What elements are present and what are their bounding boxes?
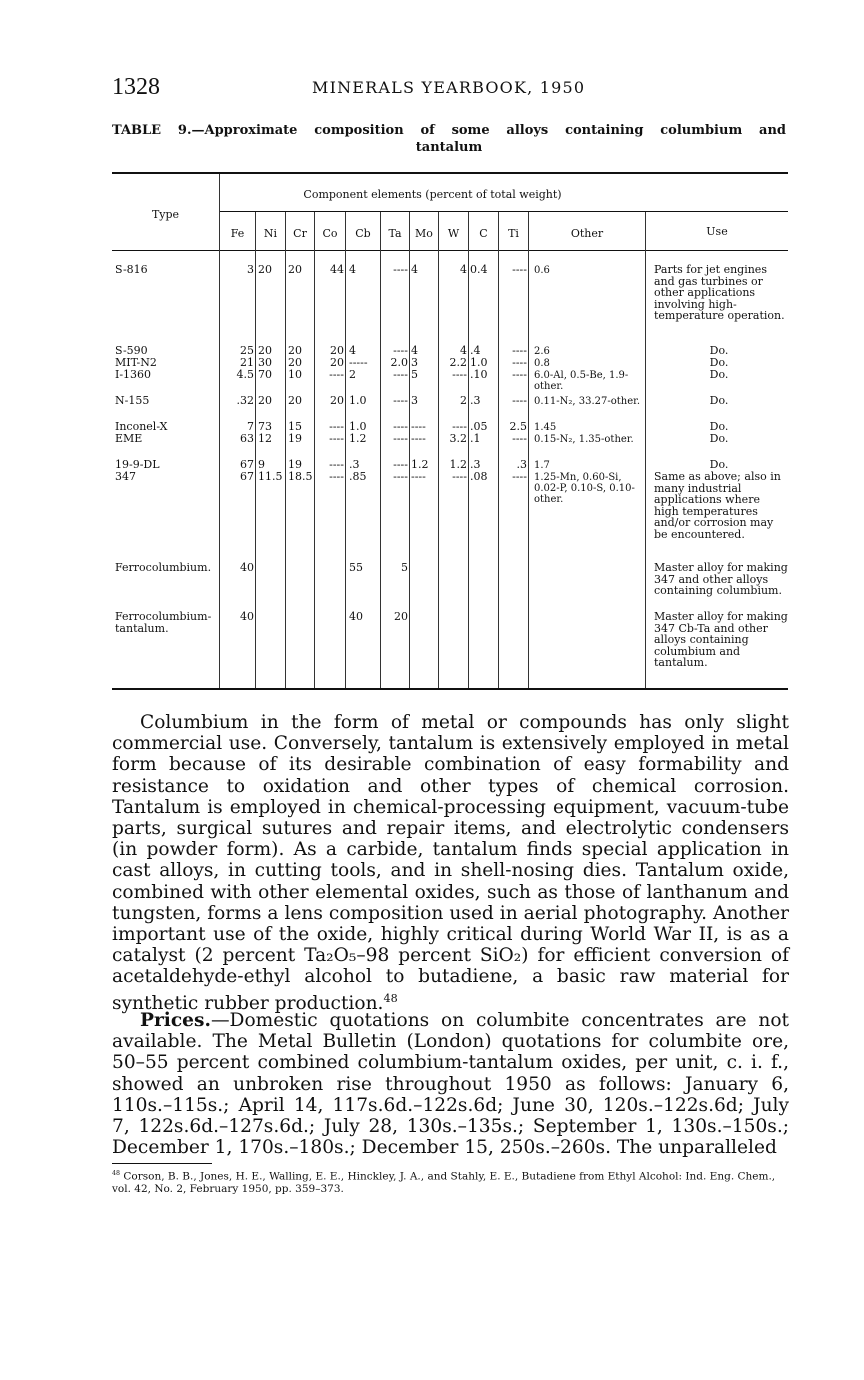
table-cell-co: 20 bbox=[330, 344, 344, 357]
header-fe: Fe bbox=[230, 227, 245, 240]
table-cell-use: Do. bbox=[709, 368, 729, 381]
table-cell-ti: ---- bbox=[512, 356, 527, 369]
col-divider bbox=[645, 212, 646, 688]
table-cell-c: .10 bbox=[470, 368, 488, 381]
table-cell-ta: ---- bbox=[393, 420, 408, 433]
table-cell-ni: 12 bbox=[258, 432, 272, 445]
header-ti: Ti bbox=[508, 227, 519, 240]
table-cell-c: .3 bbox=[470, 394, 481, 407]
table-cell-fe: 40 bbox=[240, 561, 254, 574]
table-cell-ti: ---- bbox=[512, 432, 527, 445]
table-top-rule bbox=[112, 172, 788, 174]
table-row-type: Ferrocolumbium. bbox=[115, 561, 212, 574]
table-cell-use: Do. bbox=[709, 356, 729, 369]
table-group-rule bbox=[219, 211, 788, 212]
table-cell-fe: 4.5 bbox=[236, 368, 254, 381]
table-row-type: S-590 bbox=[115, 344, 148, 357]
table-cell-ta: ---- bbox=[393, 432, 408, 445]
header-co: Co bbox=[322, 227, 338, 240]
table-cell-cb: 1.2 bbox=[349, 432, 367, 445]
header-c: C bbox=[479, 227, 488, 240]
table-cell-c: .05 bbox=[470, 420, 488, 433]
table-cell-ta: ---- bbox=[393, 394, 408, 407]
table-row-type: S-816 bbox=[115, 263, 148, 276]
table-cell-mo: 3 bbox=[411, 394, 418, 407]
table-cell-mo: ---- bbox=[411, 432, 426, 445]
table-cell-ta: ---- bbox=[393, 344, 408, 357]
table-cell-ni: 20 bbox=[258, 344, 272, 357]
table-cell-other: 1.7 bbox=[534, 460, 550, 471]
table-cell-other: 1.45 bbox=[534, 422, 557, 433]
table-row-type: 347 bbox=[115, 470, 136, 483]
table-cell-c: .1 bbox=[470, 432, 481, 445]
table-cell-co: ---- bbox=[329, 368, 344, 381]
table-cell-ni: 70 bbox=[258, 368, 272, 381]
table-cell-mo: 5 bbox=[411, 368, 418, 381]
col-divider bbox=[314, 212, 315, 688]
table-cell-other: 0.8 bbox=[534, 358, 550, 369]
table-cell-other: 6.0-Al, 0.5-Be, 1.9-other. bbox=[534, 370, 629, 392]
footnote-text: Corson, B. B., Jones, H. E., Walling, E. E., Hinckley, J. A., and Stahly, E. E., Butadiene from Ethyl Alcohol: Ind. Eng. Chem., vol. 42, No. 2, February 1950, pp. 359–373. bbox=[112, 1170, 776, 1195]
table-cell-other: 2.6 bbox=[534, 346, 550, 357]
paragraph-uses-text: Columbium in the form of metal or compounds has only slight commercial use. Conversely, tantalum is extensively employed in metal form because of its desirable combination of easy formability and resistance to oxidation and other types of chemical corrosion. Tantalum is employed in chemical-processing equipment, vacuum-tube parts, surgical sutures and repair items, and electrolytic condensers (in powder form). As a carbide, tantalum finds special application in cast alloys, in cutting tools, and in shell-nosing dies. Tantalum oxide, combined with other elemental oxides, such as those of lanthanum and tungsten, forms a lens composition used in aerial photography. Another important use of the oxide, highly critical during World War II, is as a catalyst (2 percent Ta₂O₅–98 percent SiO₂) for efficient conversion of acetaldehyde-ethyl alcohol to butadiene, a basic raw material for synthetic rubber production. bbox=[112, 712, 789, 1014]
header-cr: Cr bbox=[293, 227, 307, 240]
table-cell-other: 0.15-N₂, 1.35-other. bbox=[534, 434, 634, 445]
table-cell-ni: 73 bbox=[258, 420, 272, 433]
header-cb: Cb bbox=[355, 227, 371, 240]
table-cell-w: 2.2 bbox=[449, 356, 467, 369]
table-cell-ni: 30 bbox=[258, 356, 272, 369]
table-row-type: Ferrocolumbium-tantalum. bbox=[115, 610, 212, 635]
table-row-type: MIT-N2 bbox=[115, 356, 157, 369]
table-cell-cb: ----- bbox=[349, 356, 368, 369]
table-cell-use: Master alloy for making 347 Cb-Ta and other alloys containing columbium and tantalum. bbox=[654, 610, 788, 669]
table-cell-cr: 15 bbox=[288, 420, 302, 433]
paragraph-uses bbox=[112, 712, 789, 1014]
table-cell-fe: 7 bbox=[247, 420, 254, 433]
table-cell-ti: ---- bbox=[512, 394, 527, 407]
table-cell-co: ---- bbox=[329, 470, 344, 483]
table-cell-cb: 55 bbox=[349, 561, 363, 574]
table-cell-mo: ---- bbox=[411, 420, 426, 433]
table-header-rule bbox=[112, 250, 788, 251]
table-cell-fe: 67 bbox=[240, 470, 254, 483]
table-cell-co: ---- bbox=[329, 420, 344, 433]
col-divider bbox=[498, 212, 499, 688]
table-cell-cb: 4 bbox=[349, 263, 356, 276]
table-cell-ta: ---- bbox=[393, 368, 408, 381]
paragraph-prices-text: —Domestic quotations on columbite concentrates are not available. The Metal Bulletin (London) quotations for columbite ore, 50–55 percent combined columbium-tantalum oxides, per unit, c. i. f., showed an unbroken rise throughout 1950 as follows: January 6, 110s.–115s.; April 14, 117s.6d.–122s.6d; June 30, 120s.–122s.6d; July 7, 122s.6d.–127s.6d.; July 28, 130s.–135s.; September 1, 130s.–150s.; December 1, 170s.–180s.; December 15, 250s.–260s. The unparalleled bbox=[112, 1010, 789, 1159]
table-cell-w: ---- bbox=[452, 420, 467, 433]
table-cell-ta: 20 bbox=[394, 610, 408, 623]
table-cell-ta: ---- bbox=[393, 470, 408, 483]
table-cell-fe: 21 bbox=[240, 356, 254, 369]
table-cell-w: 2 bbox=[460, 394, 467, 407]
table-cell-ti: ---- bbox=[512, 368, 527, 381]
footnote-rule bbox=[112, 1163, 212, 1164]
table-cell-cb: 1.0 bbox=[349, 420, 367, 433]
table-row-type: EME bbox=[115, 432, 143, 445]
header-ni: Ni bbox=[263, 227, 278, 240]
table-cell-c: .3 bbox=[470, 458, 481, 471]
header-component-group: Component elements (percent of total weight) bbox=[303, 188, 562, 201]
table-cell-w: 4 bbox=[460, 344, 467, 357]
col-divider bbox=[438, 212, 439, 688]
table-cell-ta: ---- bbox=[393, 263, 408, 276]
table-cell-ta: ---- bbox=[393, 458, 408, 471]
col-divider bbox=[468, 212, 469, 688]
table-cell-cr: 18.5 bbox=[288, 470, 313, 483]
table-cell-cb: 40 bbox=[349, 610, 363, 623]
col-divider bbox=[380, 212, 381, 688]
table-row-type: I-1360 bbox=[115, 368, 152, 381]
table-cell-cb: .3 bbox=[349, 458, 360, 471]
col-divider bbox=[409, 212, 410, 688]
table-cell-use: Master alloy for making 347 and other alloys containing columbium. bbox=[654, 561, 788, 597]
header-ta: Ta bbox=[388, 227, 402, 240]
table-cell-cb: 1.0 bbox=[349, 394, 367, 407]
table-cell-w: 3.2 bbox=[449, 432, 467, 445]
table-cell-fe: 25 bbox=[240, 344, 254, 357]
col-divider bbox=[285, 212, 286, 688]
table-cell-use: Do. bbox=[709, 344, 729, 357]
footnote-ref: 48 bbox=[383, 991, 398, 1005]
paragraph-prices bbox=[112, 1010, 789, 1158]
table-cell-fe: 63 bbox=[240, 432, 254, 445]
table-cell-mo: 1.2 bbox=[411, 458, 429, 471]
table-cell-co: 20 bbox=[330, 394, 344, 407]
col-divider bbox=[255, 212, 256, 688]
table-row-type: 19-9-DL bbox=[115, 458, 160, 471]
table-cell-w: 4 bbox=[460, 263, 467, 276]
table-cell-cr: 10 bbox=[288, 368, 302, 381]
col-divider bbox=[219, 174, 220, 688]
col-divider bbox=[528, 212, 529, 688]
table-caption bbox=[112, 122, 786, 156]
table-cell-fe: .32 bbox=[236, 394, 254, 407]
table-cell-mo: 4 bbox=[411, 344, 418, 357]
table-cell-c: .4 bbox=[470, 344, 481, 357]
table-cell-other: 0.11-N₂, 33.27-other. bbox=[534, 396, 641, 407]
table-cell-fe: 67 bbox=[240, 458, 254, 471]
table-cell-w: ---- bbox=[452, 470, 467, 483]
table-cell-fe: 40 bbox=[240, 610, 254, 623]
table-caption-line1: TABLE 9.—Approximate composition of some alloys containing columbium and bbox=[112, 123, 786, 138]
table-cell-ni: 20 bbox=[258, 394, 272, 407]
table-cell-other: 1.25-Mn, 0.60-Si, 0.02-P, 0.10-S, 0.10-other. bbox=[534, 472, 635, 505]
table-cell-ta: 2.0 bbox=[390, 356, 408, 369]
prices-heading: Prices. bbox=[140, 1010, 211, 1031]
table-cell-mo: ---- bbox=[411, 470, 426, 483]
table-cell-use: Do. bbox=[709, 394, 729, 407]
table-cell-cr: 19 bbox=[288, 458, 302, 471]
table-cell-w: ---- bbox=[452, 368, 467, 381]
footnote bbox=[112, 1168, 792, 1195]
table-caption-line2: tantalum bbox=[415, 140, 483, 155]
table-cell-cr: 20 bbox=[288, 356, 302, 369]
table-cell-ti: .3 bbox=[516, 458, 527, 471]
table-cell-cb: .85 bbox=[349, 470, 367, 483]
table-cell-c: 0.4 bbox=[470, 263, 488, 276]
table-cell-ni: 20 bbox=[258, 263, 272, 276]
footnote-number: 48 bbox=[112, 1170, 121, 1177]
table-cell-use: Do. bbox=[709, 458, 729, 471]
table-cell-ta: 5 bbox=[401, 561, 408, 574]
table-cell-co: ---- bbox=[329, 432, 344, 445]
table-cell-mo: 3 bbox=[411, 356, 418, 369]
table-row-type: N-155 bbox=[115, 394, 150, 407]
table-cell-co: 20 bbox=[330, 356, 344, 369]
table-row-type: Inconel-X bbox=[115, 420, 168, 433]
table-cell-use: Do. bbox=[709, 432, 729, 445]
table-cell-ti: ---- bbox=[512, 344, 527, 357]
table-cell-cb: 2 bbox=[349, 368, 356, 381]
table-cell-w: 1.2 bbox=[449, 458, 467, 471]
table-cell-other: 0.6 bbox=[534, 265, 550, 276]
table-cell-use: Parts for jet engines and gas turbines or other applications involving high-temperature operation. bbox=[654, 263, 785, 322]
table-cell-mo: 4 bbox=[411, 263, 418, 276]
table-cell-c: 1.0 bbox=[470, 356, 488, 369]
header-other: Other bbox=[570, 227, 604, 240]
header-type: Type bbox=[151, 208, 180, 221]
header-w: W bbox=[447, 227, 460, 240]
header-use: Use bbox=[706, 225, 728, 238]
table-cell-ti: ---- bbox=[512, 263, 527, 276]
table-cell-cr: 19 bbox=[288, 432, 302, 445]
table-cell-use: Same as above; also in many industrial applications where high temperatures and/or corrosion may be encountered. bbox=[654, 470, 781, 541]
table-cell-ti: ---- bbox=[512, 470, 527, 483]
table-cell-use: Do. bbox=[709, 420, 729, 433]
table-cell-fe: 3 bbox=[247, 263, 254, 276]
table-cell-ni: 11.5 bbox=[258, 470, 283, 483]
table-cell-co: 44 bbox=[330, 263, 344, 276]
table-bottom-rule bbox=[112, 688, 788, 690]
table-cell-cr: 20 bbox=[288, 394, 302, 407]
table-cell-c: .08 bbox=[470, 470, 488, 483]
table-cell-cb: 4 bbox=[349, 344, 356, 357]
page-number: 1328 bbox=[112, 74, 160, 100]
table-cell-ni: 9 bbox=[258, 458, 265, 471]
running-head: MINERALS YEARBOOK, 1950 bbox=[312, 78, 586, 97]
table-cell-cr: 20 bbox=[288, 263, 302, 276]
col-divider bbox=[345, 212, 346, 688]
table-cell-cr: 20 bbox=[288, 344, 302, 357]
table-cell-co: ---- bbox=[329, 458, 344, 471]
header-mo: Mo bbox=[415, 227, 433, 240]
table-cell-ti: 2.5 bbox=[509, 420, 527, 433]
